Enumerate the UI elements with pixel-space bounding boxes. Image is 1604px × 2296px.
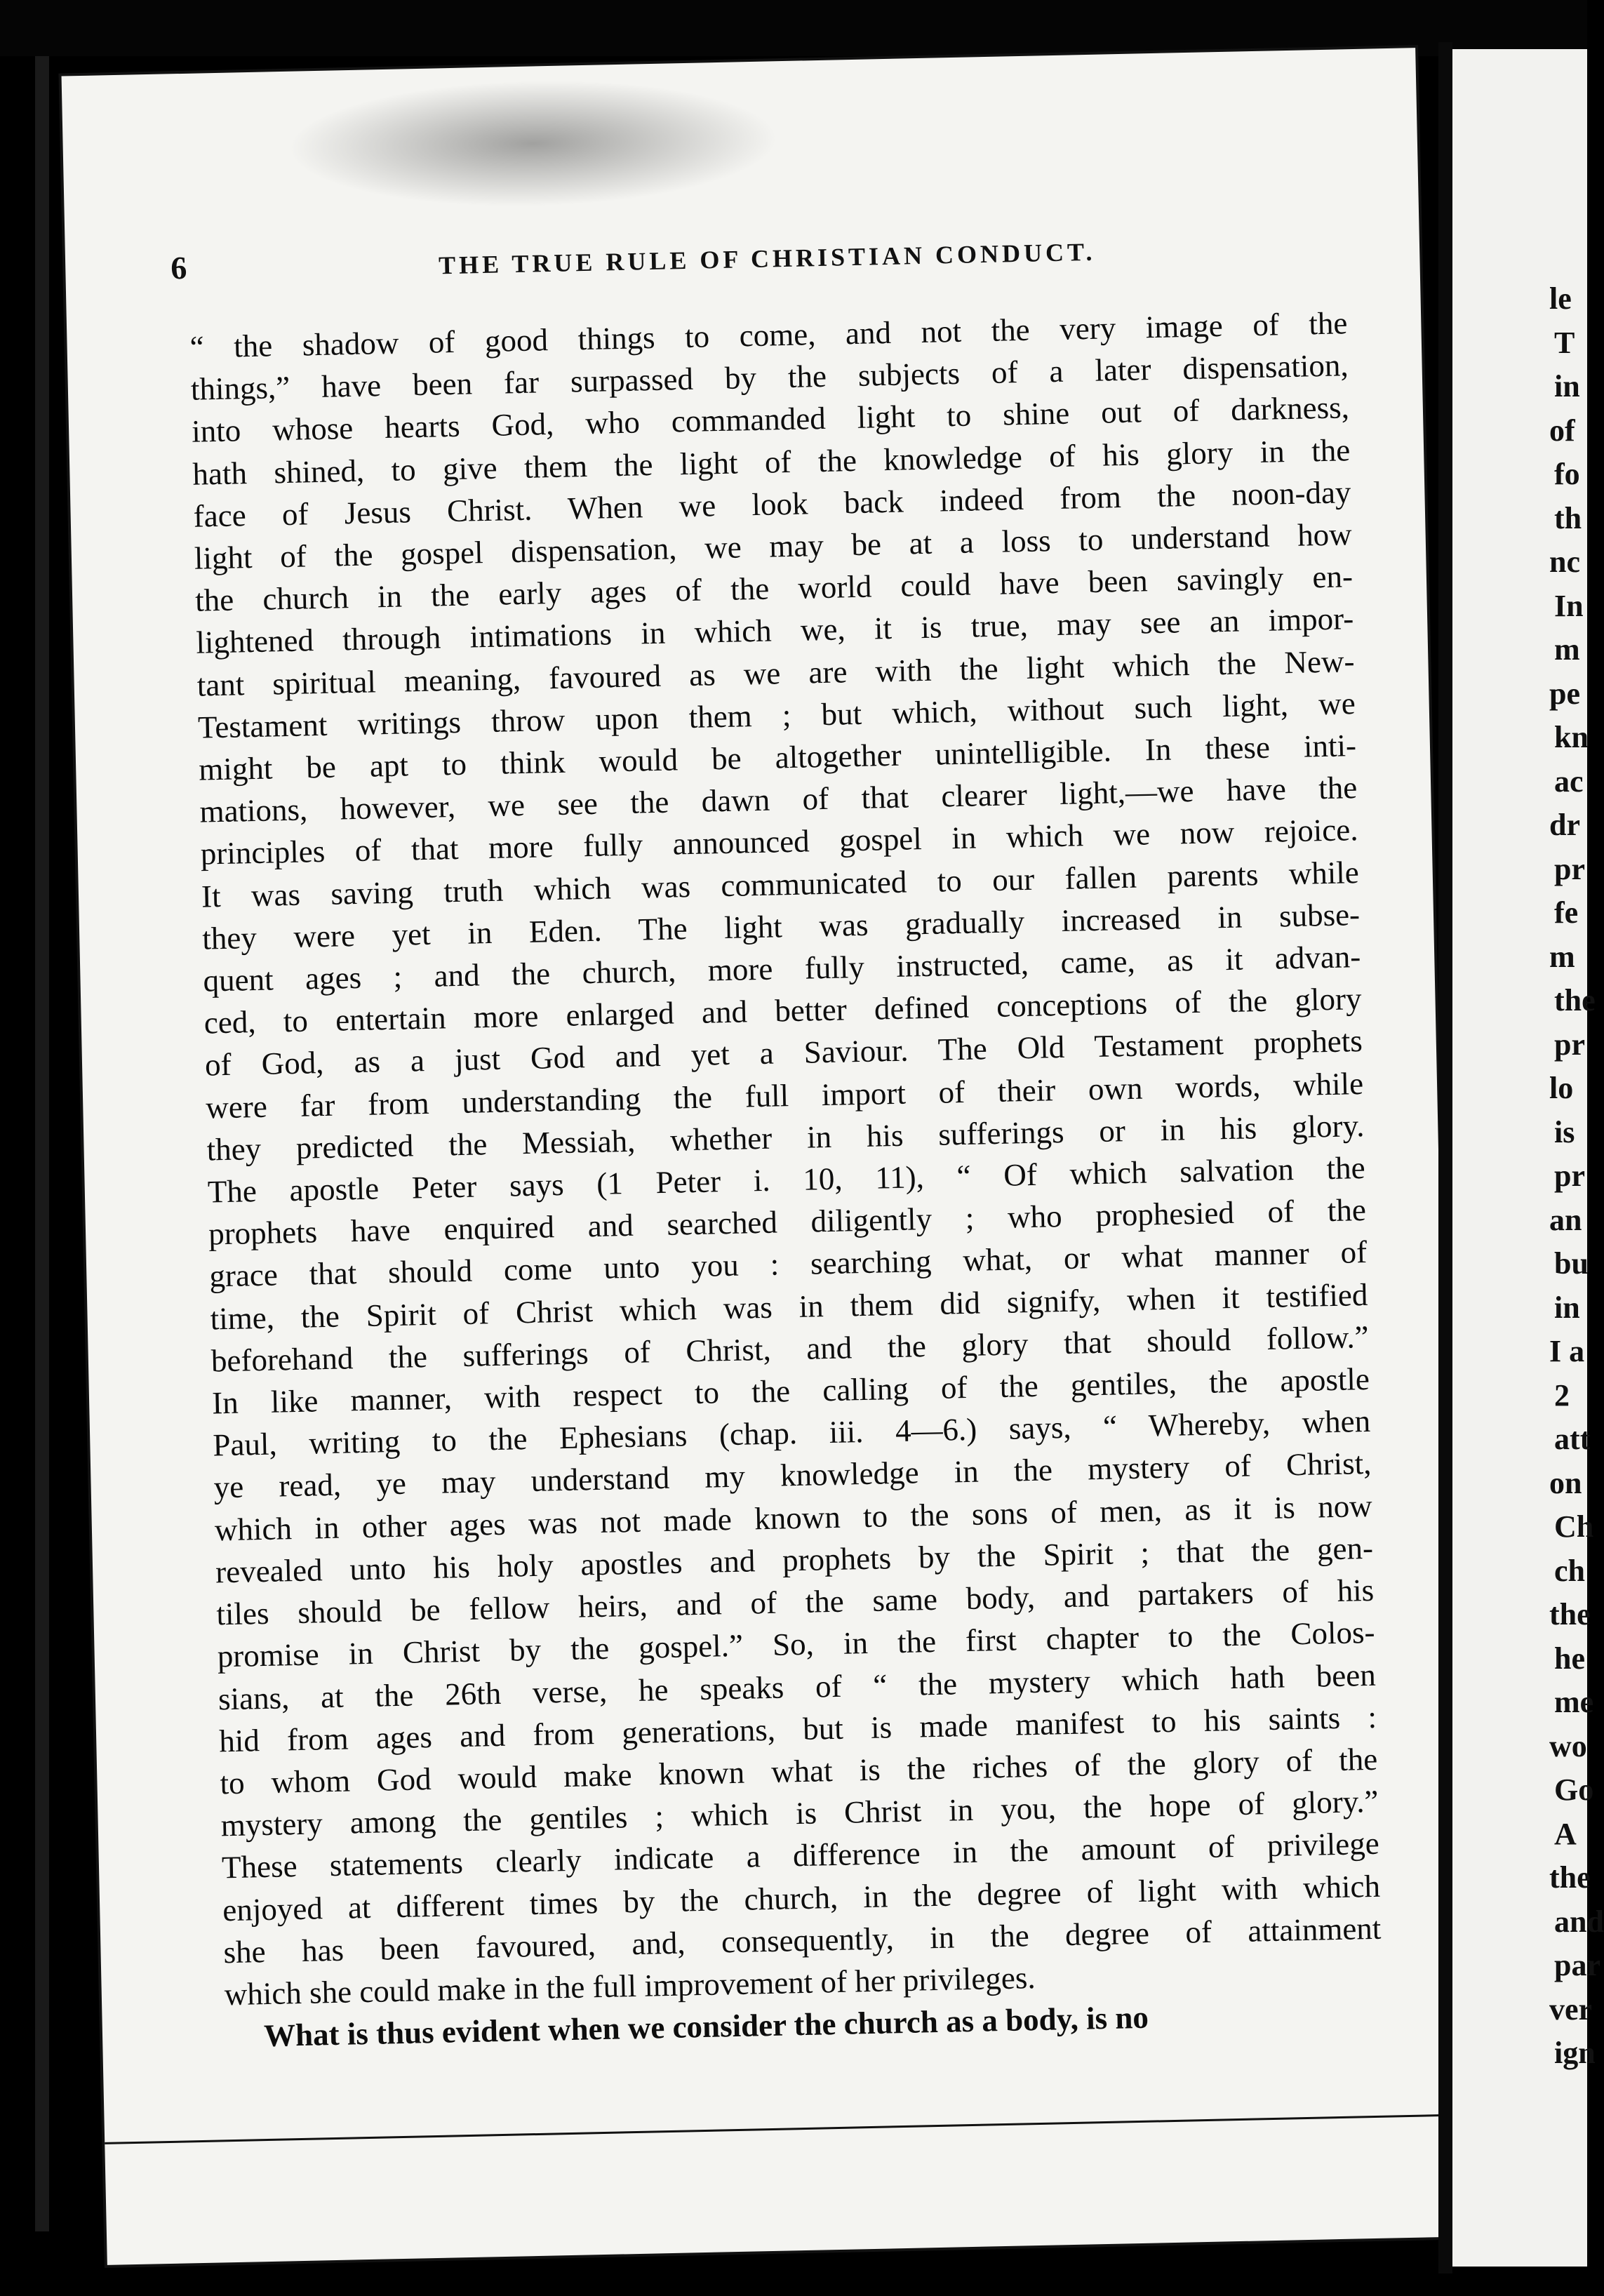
facing-page-fragment: ac: [1554, 763, 1584, 799]
text-line: grace that should come unto you : searching what, or what manner of: [208, 1234, 1368, 1294]
facing-page-fragment: pe: [1549, 676, 1580, 711]
text-line: things,” have been far surpassed by the subjects of a later dispensation,: [190, 347, 1349, 407]
text-line: they were yet in Eden. The light was gradually increased in subse-: [201, 896, 1361, 956]
facing-page-fragment: me: [1554, 1685, 1594, 1719]
scan-rule-line: [105, 2114, 1459, 2144]
text-line: lightened through intimations in which we, it is true, may see an impor-: [195, 601, 1354, 661]
text-line: quent ages ; and the church, more fully instructed, came, as it advan-: [203, 939, 1361, 999]
facing-page-fragment: fo: [1554, 457, 1580, 491]
facing-page-fragment: Ch: [1554, 1509, 1594, 1544]
text-line: The apostle Peter says (1 Peter i. 10, 11), “ Of which salvation the: [207, 1150, 1366, 1210]
text-line: tiles should be fellow heirs, and of the same body, and partakers of his: [215, 1572, 1375, 1632]
facing-page-fragment: le: [1549, 281, 1572, 316]
text-line: time, the Spirit of Christ which was in them did signify, when it testified: [210, 1276, 1368, 1337]
facing-page-fragment: dr: [1549, 808, 1580, 842]
scan-top-border: [0, 0, 1587, 56]
text-line: revealed unto his holy apostles and prophets by the Spirit ; that the gen-: [215, 1530, 1374, 1590]
facing-page-fragment: kn: [1554, 720, 1589, 754]
facing-page-fragment: the: [1549, 1860, 1591, 1895]
running-head: THE TRUE RULE OF CHRISTIAN CONDUCT.: [438, 237, 1096, 280]
text-line: principles of that more fully announced gospel in which we now rejoice.: [200, 812, 1358, 872]
text-line: might be apt to think would be altogether unintelligible. In these inti-: [198, 728, 1357, 787]
facing-page-fragment: att: [1554, 1422, 1591, 1456]
facing-page-fragment: par: [1554, 1948, 1600, 1982]
scan-left-edge: [35, 56, 49, 2231]
text-line: light of the gospel dispensation, we may be at a loss to understand how: [194, 516, 1353, 576]
facing-page-fragment: in: [1554, 369, 1580, 403]
page-number: 6: [170, 249, 187, 286]
facing-page-fragment: pr: [1554, 851, 1585, 886]
text-line: were far from understanding the full import of their own words, while: [205, 1065, 1364, 1126]
facing-page-fragment: wo: [1549, 1728, 1587, 1763]
text-line: which she could make in the full improvement of her privileges.: [224, 1960, 1036, 2013]
text-line: the church in the early ages of the world could have been savingly en-: [194, 559, 1354, 618]
text-line: hath shined, to give them the light of the knowledge of his glory in the: [192, 432, 1351, 492]
text-line: face of Jesus Christ. When we look back indeed from the noon-day: [193, 474, 1351, 534]
facing-page-fragment: pr: [1554, 1159, 1585, 1193]
facing-page-fragment: he: [1554, 1641, 1585, 1676]
text-line: she has been favoured, and, consequently, in the degree of attainment: [223, 1910, 1382, 1970]
text-line: In like manner, with respect to the calling of the gentiles, the apostle: [211, 1361, 1370, 1421]
facing-page-fragment: ch: [1554, 1553, 1585, 1588]
book-spine: [1438, 42, 1452, 2274]
facing-page-fragment: pr: [1554, 1027, 1585, 1062]
text-line: beforehand the sufferings of Christ, and the glory that should follow.”: [210, 1319, 1370, 1379]
facing-page-fragment: 2: [1554, 1377, 1570, 1413]
facing-page-fragment: bu: [1554, 1246, 1589, 1281]
body-text: [189, 302, 1383, 2057]
text-line: into whose hearts God, who commanded light to shine out of darkness,: [191, 389, 1350, 450]
text-line: ced, to entertain more enlarged and better defined conceptions of the glory: [203, 981, 1363, 1041]
text-line: hid from ages and from generations, but is made manifest to his saints :: [218, 1699, 1377, 1759]
text-line: sians, at the 26th verse, he speaks of “ the mystery which hath been: [218, 1657, 1377, 1716]
facing-page-fragment: in: [1554, 1290, 1580, 1325]
facing-page-fragment: nc: [1549, 545, 1580, 579]
text-line-next-paragraph: What is thus evident when we consider the church as a body, is no: [263, 1999, 1149, 2054]
facing-page-fragment: A: [1554, 1816, 1577, 1851]
facing-page-fragment: on: [1549, 1465, 1582, 1500]
text-line: to whom God would make known what is the riches of the glory of the: [220, 1741, 1378, 1801]
text-line: Paul, writing to the Ephesians (chap. iii. 4—6.) says, “ Whereby, when: [212, 1403, 1371, 1463]
text-line: they predicted the Messiah, whether in his sufferings or in his glory.: [206, 1107, 1365, 1168]
facing-page-fragment: the: [1549, 1597, 1591, 1631]
text-line: mations, however, we see the dawn of that clearer light,—we have the: [199, 770, 1358, 829]
text-line: mystery among the gentiles ; which is Christ in you, the hope of glory.”: [220, 1783, 1379, 1843]
facing-page-fragment: is: [1554, 1114, 1575, 1149]
facing-page-fragment: th: [1554, 500, 1582, 535]
text-line: tant spiritual meaning, favoured as we are with the light which the New-: [196, 643, 1355, 703]
facing-page-fragment: ver: [1549, 1991, 1593, 2027]
facing-page-fragment: I a: [1549, 1334, 1585, 1368]
facing-page-fragment: ign: [1554, 2036, 1596, 2070]
text-line: promise in Christ by the gospel.” So, in the first chapter to the Colos-: [217, 1615, 1375, 1674]
facing-page-fragment: In: [1554, 588, 1584, 623]
facing-page-fragment: the: [1554, 983, 1596, 1017]
facing-page-fragment: of: [1549, 413, 1575, 448]
facing-page-fragment: fe: [1554, 895, 1579, 930]
facing-page-fragment: m: [1549, 939, 1575, 974]
text-line: prophets have enquired and searched diligently ; who prophesied of the: [208, 1192, 1367, 1252]
facing-page-fragment: an: [1549, 1202, 1582, 1237]
text-line: “ the shadow of good things to come, and not the very image of the: [189, 305, 1348, 365]
facing-page-fragment: Go: [1554, 1773, 1594, 1807]
facing-page-fragment: T: [1554, 325, 1575, 360]
facing-page-fragment: and: [1554, 1904, 1604, 1939]
text-line: These statements clearly indicate a difference in the amount of privilege: [221, 1826, 1380, 1885]
facing-page-fragment: m: [1554, 632, 1580, 667]
text-line: Testament writings throw upon them ; but which, without such light, we: [197, 685, 1356, 745]
book-page: [62, 48, 1462, 2265]
text-line: enjoyed at different times by the church, in the degree of light with which: [222, 1868, 1381, 1928]
text-line: ye read, ye may understand my knowledge in the mystery of Christ,: [213, 1446, 1372, 1505]
text-line: It was saving truth which was communicated to our fallen parents while: [201, 854, 1360, 914]
facing-page-fragment: lo: [1549, 1071, 1574, 1105]
facing-page-edge: [1452, 49, 1604, 2267]
text-line: of God, as a just God and yet a Saviour. The Old Testament prophets: [204, 1023, 1363, 1083]
text-line: which in other ages was not made known to the sons of men, as it is now: [214, 1488, 1373, 1548]
